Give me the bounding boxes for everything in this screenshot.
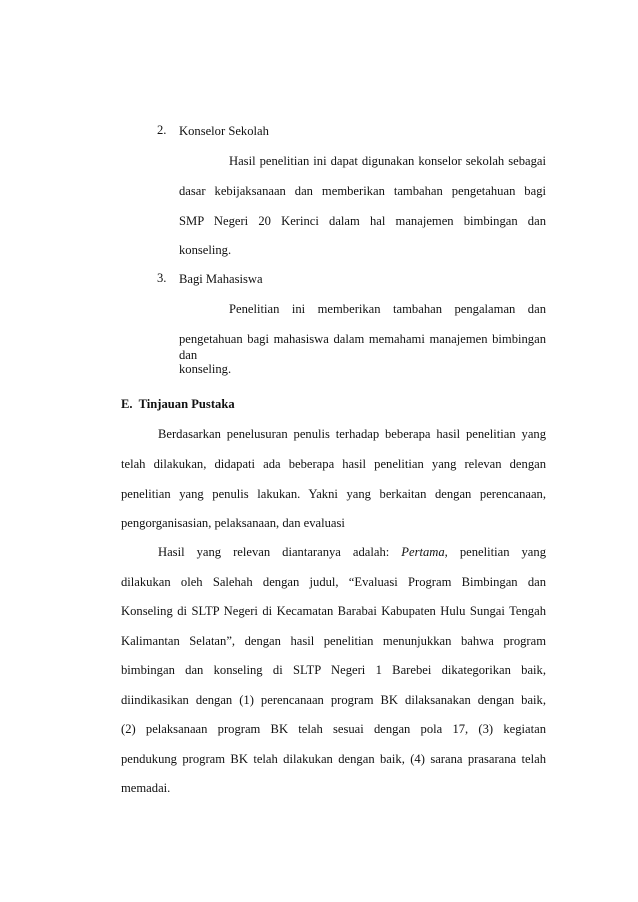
paragraph-line: pendukung program BK telah dilakukan dengan baik, (4) sarana prasarana telah [121, 752, 546, 766]
paragraph-line: diindikasikan dengan (1) perencanaan program BK dilaksanakan dengan baik, [121, 693, 546, 707]
paragraph-line: konseling. [179, 243, 232, 257]
section-heading: E. Tinjauan Pustaka [121, 397, 235, 411]
list-title-bagi-mahasiswa: Bagi Mahasiswa [179, 272, 263, 286]
paragraph-line: SMP Negeri 20 Kerinci dalam hal manajemen bimbingan dan [179, 214, 546, 228]
paragraph-line: Kalimantan Selatan”, dengan hasil penelitian menunjukkan bahwa program [121, 634, 546, 648]
paragraph-fragment: penelitian yang [459, 545, 546, 559]
paragraph-line: Berdasarkan penelusuran penulis terhadap beberapa hasil penelitian yang [158, 427, 546, 441]
paragraph-line [158, 544, 546, 560]
list-title-konselor-sekolah: Konselor Sekolah [179, 124, 269, 138]
paragraph-line: penelitian yang penulis lakukan. Yakni yang berkaitan dengan perencanaan, [121, 487, 546, 501]
paragraph-line: memadai. [121, 781, 171, 795]
paragraph-line: telah dilakukan, didapati ada beberapa hasil penelitian yang relevan dengan [121, 457, 546, 471]
paragraph-line: bimbingan dan konseling di SLTP Negeri 1 Barebei dikategorikan baik, [121, 663, 546, 677]
emphasis-text: Pertama, [401, 545, 448, 559]
paragraph-line: pengorganisasian, pelaksanaan, dan evaluasi [121, 516, 345, 530]
paragraph-line: konseling. [179, 362, 232, 376]
list-number-2: 2. [157, 123, 167, 137]
paragraph-line: (2) pelaksanaan program BK telah sesuai dengan pola 17, (3) kegiatan [121, 722, 546, 736]
paragraph-line: Konseling di SLTP Negeri di Kecamatan Barabai Kabupaten Hulu Sungai Tengah [121, 604, 546, 618]
paragraph-line: pengetahuan bagi mahasiswa dalam memahami manajemen bimbingan dan [179, 332, 546, 362]
list-number-3: 3. [157, 271, 167, 285]
paragraph-line: Hasil penelitian ini dapat digunakan konselor sekolah sebagai [229, 154, 546, 168]
paragraph-fragment: Hasil yang relevan diantaranya adalah: [158, 545, 390, 559]
paragraph-line: Penelitian ini memberikan tambahan pengalaman dan [229, 302, 546, 316]
paragraph-line: dilakukan oleh Salehah dengan judul, “Evaluasi Program Bimbingan dan [121, 575, 546, 589]
paragraph-line: dasar kebijaksanaan dan memberikan tambahan pengetahuan bagi [179, 184, 546, 198]
